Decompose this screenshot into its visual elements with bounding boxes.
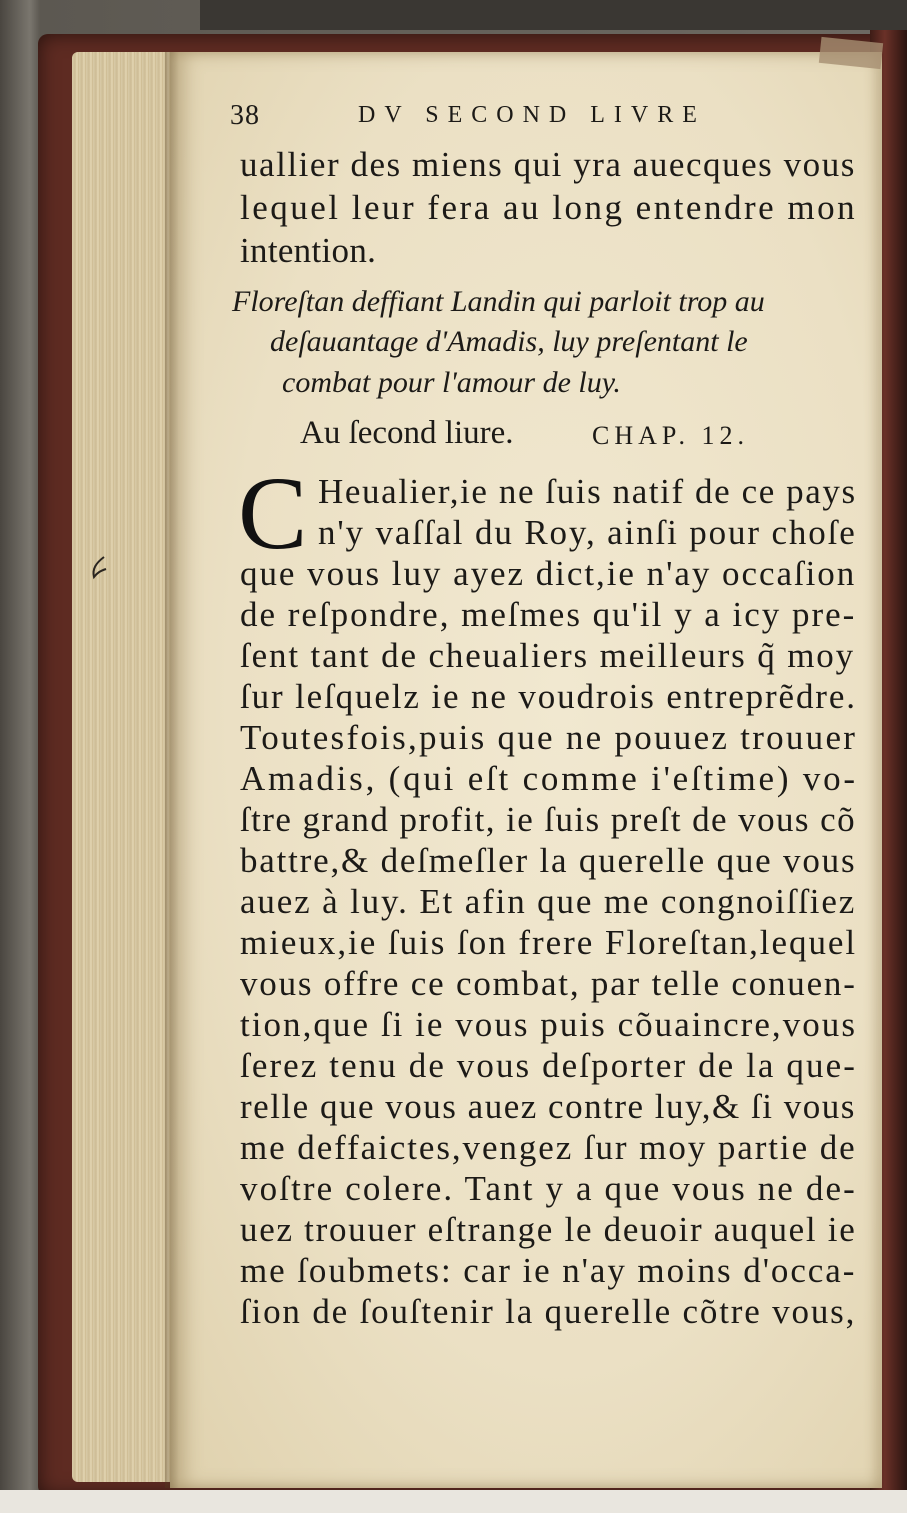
scanner-bottom-edge xyxy=(0,1490,907,1513)
body-line: me deffaictes,vengez ſur moy partie de xyxy=(240,1128,857,1167)
intro-line: uallier des miens qui yra auecques vous xyxy=(240,145,856,184)
body-line: n'y vaſſal du Roy, ainſi pour choſe xyxy=(318,513,857,552)
book-reference: Au ſecond liure. xyxy=(300,415,514,451)
body-line: de reſpondre, meſmes qu'il y a icy pre- xyxy=(240,595,857,634)
body-line: ſtre grand profit, ie ſuis preſt de vous cõ xyxy=(240,800,857,839)
page-number: 38 xyxy=(230,100,260,131)
body-line: ſent tant de cheualiers meilleurs q̃ moy xyxy=(240,636,856,675)
body-line: Amadis, (qui eſt comme i'eſtime) vo- xyxy=(240,759,858,798)
body-line: voſtre colere. Tant y a que vous ne de- xyxy=(240,1169,857,1208)
chapter-heading-line: deſauantage d'Amadis, luy preſentant le xyxy=(270,325,748,358)
body-line: relle que vous auez contre luy,& ſi vous xyxy=(240,1087,856,1126)
drop-cap: C xyxy=(238,456,308,571)
body-line: que vous luy ayez dict,ie n'ay occaſion xyxy=(240,554,857,593)
chapter-heading-line: Floreſtan deffiant Landin qui parloit trop au xyxy=(232,285,765,318)
intro-line: intention. xyxy=(240,231,377,270)
body-line: tion,que ſi ie vous puis cõuaincre,vous xyxy=(240,1005,857,1044)
margin-ink-mark xyxy=(90,555,108,581)
gutter-shadow xyxy=(165,52,179,1488)
chapter-heading-line: combat pour l'amour de luy. xyxy=(282,366,621,399)
running-head xyxy=(230,100,830,140)
body-line: ſur leſquelz ie ne voudrois entreprẽdre. xyxy=(240,677,857,716)
body-line: mieux,ie ſuis ſon frere Floreſtan,lequel xyxy=(240,923,858,962)
body-line: auez à luy. Et afin que me congnoiſſiez xyxy=(240,882,857,921)
body-line: me ſoubmets: car ie n'ay moins d'occa- xyxy=(240,1251,857,1290)
body-line: vous offre ce combat, par telle conuen- xyxy=(240,964,857,1003)
body-line: Heualier,ie ne ſuis natif de ce pays xyxy=(318,472,857,511)
body-line: ſerez tenu de vous deſporter de la que- xyxy=(240,1046,857,1085)
running-head-title: DV SECOND LIVRE xyxy=(358,102,706,128)
intro-line: lequel leur fera au long entendre mon xyxy=(240,188,858,227)
scanner-top-edge xyxy=(200,0,907,30)
body-line: Toutesfois,puis que ne pouuez trouuer xyxy=(240,718,858,757)
body-line: battre,& deſmeſler la querelle que vous xyxy=(240,841,857,880)
body-line: ſion de ſouſtenir la querelle cõtre vous, xyxy=(240,1292,857,1331)
chapter-label: CHAP. 12. xyxy=(592,421,749,450)
body-line: uez trouuer eſtrange le deuoir auquel ie xyxy=(240,1210,857,1249)
